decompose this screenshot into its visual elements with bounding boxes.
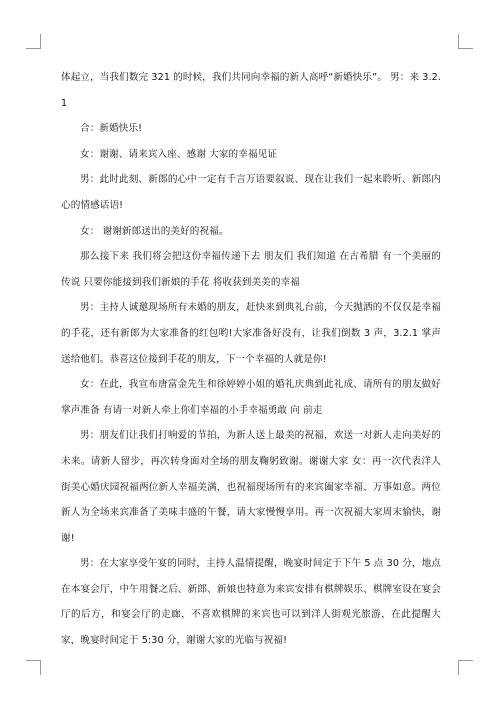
crop-mark-bottom-left: [26, 660, 41, 675]
paragraph: 体起立，当我们数完 321 的时候，我们共同向幸福的新人高呼“新婚快乐”。 男：来 3.2.1: [61, 72, 441, 109]
crop-mark-top-right: [458, 34, 473, 49]
paragraph: 男：主持人诚邀现场所有未婚的朋友，赶快来到典礼台前，今天抛洒的不仅仅是幸福的手花，还有新郎为大家准备的红包哟!大家准备好没有，让我们倒数 3 声，3.2.1 掌声送给他们。恭喜这位接到手花的朋友，下一个幸福的人就是你!: [61, 302, 441, 365]
paragraph: 男：此时此刻、新郎的心中一定有千言万语要叙说、现在让我们一起来聆听、新郎内心的情感话语!: [61, 174, 441, 211]
paragraph: 女： 谢谢新郎送出的美好的祝福。: [80, 225, 229, 237]
paragraph: 男：朋友们让我们打响爱的节拍，为新人送上最美的祝福，欢送一对新人走向美好的未来。请新人留步，再次转身面对全场的朋友鞠躬致谢。谢谢大家 女：再一次代表洋人街美心婚庆园祝福两位新人幸福美满，也祝福现场所有的来宾阖家幸福、万事如意。两位新人为全场来宾准备了美味丰盛的午餐，请大家慢慢享用。再一次祝福大家周末愉快，谢谢!: [61, 430, 441, 544]
document-body: [61, 65, 441, 654]
paragraph: 合：新婚快乐!: [80, 123, 143, 135]
paragraph: 那么接下来 我们将会把这份幸福传递下去 朋友们 我们知道 在古希腊 有一个美丽的传说 只要你能接到我们新娘的手花 将收获到美美的幸福: [61, 251, 441, 288]
paragraph: 女：谢谢、请来宾入座、感谢 大家的幸福见证: [80, 148, 278, 160]
paragraph: 女：在此，我宣布唐富金先生和徐婷婷小姐的婚礼庆典到此礼成、请所有的朋友做好掌声准备 有请一对新人牵上你们幸福的小手幸福勇敢 向 前走: [61, 379, 441, 416]
crop-mark-top-left: [26, 34, 41, 49]
crop-mark-bottom-right: [458, 660, 473, 675]
paragraph: 男：在大家享受午宴的同时，主持人温情提醒，晚宴时间定于下午 5 点 30 分，地点在本宴会厅，中午用餐之后、新郎、新娘也特意为来宾安排有棋牌娱乐、棋牌室设在宴会厅的后方，和宴会厅的走廊，不喜欢棋牌的来宾也可以到洋人街观光旅游，在此提醒大家，晚宴时间定于 5:30 分，谢谢大家的光临与祝福!: [61, 558, 441, 647]
